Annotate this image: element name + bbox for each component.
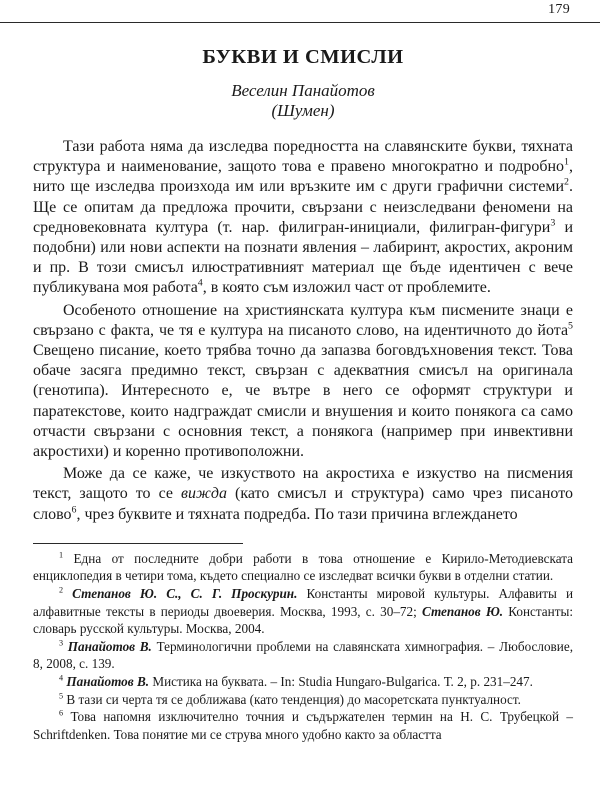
footnote-3: $^3$ Панайотов В. Терминологични проблеми на славянската химнография. – Любословие, 8, 2008, с. 139.	[33, 638, 573, 672]
footnote-ref[interactable]: 4	[197, 278, 203, 290]
footnote-1: $^1$ Една от последните добри работи в това отношение е Кирило-Методиевската енциклопедия в четири тома, където специално се изследват всички букви в отделни статии.	[33, 550, 573, 584]
footnote-ref[interactable]: 6	[71, 504, 77, 516]
body-paragraph-3: Може да се каже, че изкуството на акростиха е изкуство на писмения текст, защото то се вижда (като смисъл и структура) само чрез писаното слово$^6$, чрез буквите и тяхната подредба. По тази причина вглеждането	[33, 465, 573, 523]
article-title: БУКВИ И СМИСЛИ	[202, 46, 404, 68]
header-rule	[0, 22, 600, 23]
footnote-6: $^6$ Това напомня изключително точния и съдържателен термин на Н. С. Трубецкой – Schriftdenken. Това понятие ми се струва много удобно както за областта	[33, 708, 573, 742]
footnote-ref[interactable]: 2	[564, 177, 569, 189]
footnote-ref[interactable]: 3	[550, 217, 556, 229]
footnote-ref[interactable]: 1	[564, 156, 569, 168]
page-content	[33, 46, 573, 743]
footnote-ref[interactable]: 5	[568, 320, 573, 332]
body-paragraph-1: Тази работа няма да изследва поредността на славянските букви, тяхната структура и наименование, защото това е правено многократно и подробно$^1$, нито ще изследва произхода им или връзките им с други графични системи$^2$. Ще се опитам да предложа прочити, свързани с неизследвани феномени на средновековната култура (т. нар. филигран-инициали, филигран-фигури$^3$ и подобни) или нови аспекти на познати явления – лабиринт, акростих, акроним и пр. В този смисъл илюстративният материал ще бъде идентичен с вече публикувана моя работа$^4$, в която съм изложил част от проблемите.	[33, 138, 574, 297]
emphasis: вижда	[181, 485, 227, 503]
footnote-2: $^2$ Степанов Ю. С., С. Г. Проскурин. Константы мировой культуры. Алфавиты и алфавитные тексты в периоды двоеверия. Москва, 1993, с. 30–72; Степанов Ю. Константы: словарь русской культуры. Москва, 2004.	[33, 585, 574, 637]
author-affiliation: (Шумен)	[271, 101, 335, 120]
footnote-separator	[33, 543, 243, 544]
page-number: 179	[548, 2, 570, 17]
body-paragraph-2: Особеното отношение на християнската култура към писмените знаци е свързано с факта, че тя е култура на писаното слово, на идентичното до йота$^5$ Свещено писание, което трябва точно да запазва боговдъхновения текст. Това обаче засяга предимно текст, свързан с адекватния смисъл на оригинала (генотипа). Интересното е, че вътре в него се оформят структури и паратекстове, които надграждат смисли и внушения и които понякога са само отчасти свързани с основния текст, а понякога (например при инвективни акростихи) и коренно противоположни.	[33, 301, 573, 461]
footnote-5: $^5$ В тази си черта тя се доближава (като тенденция) до масоретската пунктуалност.	[59, 691, 521, 707]
footnote-4: $^4$ Панайотов В. Мистика на буквата. – In: Studia Hungaro-Bulgarica. Т. 2, р. 231–247.	[59, 673, 533, 690]
article-author: Веселин Панайотов	[231, 81, 375, 100]
